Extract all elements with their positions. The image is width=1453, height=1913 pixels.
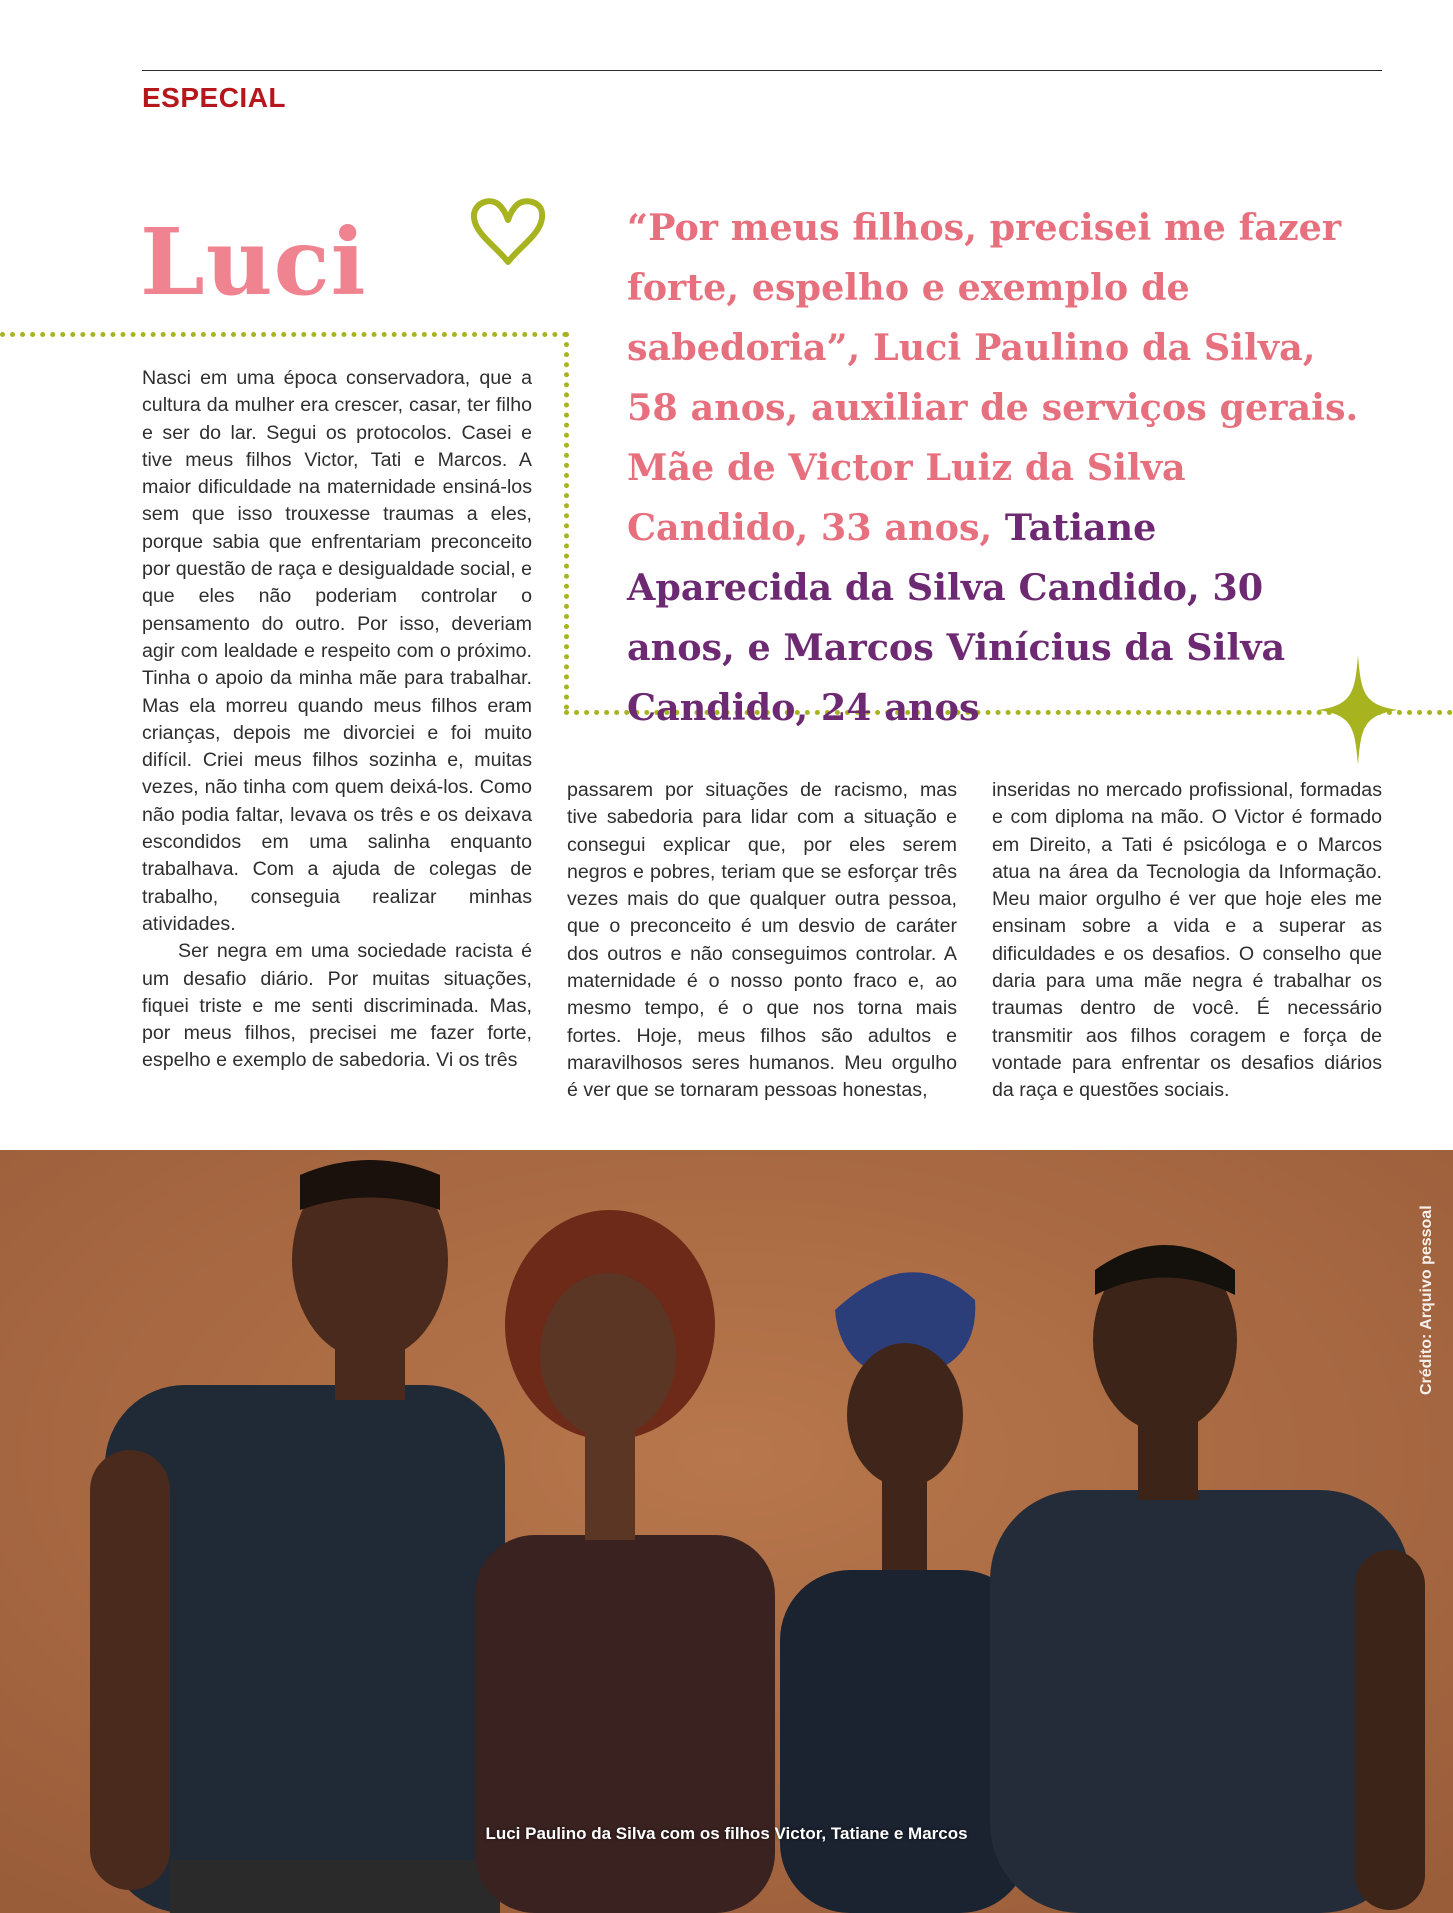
paragraph: inseridas no mercado profissional, formadas e com diploma na mão. O Victor é formado em Direito, a Tati é psicóloga e o Marcos atua na área da Tecnologia da Informação. Meu maior orgulho é ver que hoje eles me ensinam sobre a vida e a superar as dificuldades e os desafios. O conselho que daria para uma mãe negra é trabalhar os traumas dentro de você. É necessário transmitir aos filhos coragem e força de vontade para enfrentar os desafios diários da raça e questões sociais. (992, 779, 1382, 1102)
family-photo-illustration (0, 1150, 1453, 1913)
paragraph: passarem por situações de racismo, mas tive sabedoria para lidar com a situação e consegui explicar que, por eles serem negros e pobres, teriam que se esforçar três vezes mais do que qualquer outra pessoa, que o preconceito é um desvio de caráter dos outros e não conseguimos controlar. A maternidade é o nosso ponto fraco e, ao mesmo tempo, é o que nos torna mais fortes. Hoje, meus filhos são adultos e maravilhosos seres humanos. Meu orgulho é ver que se tornaram pessoas honestas, (567, 779, 957, 1102)
article-column-2 (567, 777, 957, 1105)
pull-quote (627, 198, 1362, 738)
paragraph: Nasci em uma época conservadora, que a cultura da mulher era crescer, casar, ter filho e ser do lar. Segui os protocolos. Casei e tive meus filhos Victor, Tati e Marcos. A maior dificuldade na maternidade ensiná-los sem que isso trouxesse traumas a eles, porque sabia que enfrentariam preconceito por questão de raça e desigualdade social, e que eles não poderiam controlar o pensamento do outro. Por isso, deveriam agir com lealdade e respeito com o próximo. Tinha o apoio da minha mãe para trabalhar. Mas ela morreu quando meus filhos eram crianças, depois me divorciei e foi muito difícil. Criei meus filhos sozinha e, muitas vezes, não tinha com quem deixá-los. Como não podia faltar, levava os três e os deixava escondidos em uma salinha enquanto trabalhava. Com a ajuda de colegas de trabalho, conseguia realizar minhas atividades. (142, 367, 532, 935)
paragraph: Ser negra em uma sociedade racista é um desafio diário. Por muitas situações, fiquei triste e me senti discriminada. Mas, por meus filhos, precisei me fazer forte, espelho e exemplo de sabedoria. Vi os três (142, 940, 532, 1072)
pull-quote-purple: Tatiane Aparecida da Silva Candido, 30 anos, e Marcos Vinícius da Silva Candido, 24 anos (627, 506, 1286, 729)
page-title: Luci (140, 208, 367, 316)
photo-caption: Luci Paulino da Silva com os filhos Victor, Tatiane e Marcos (485, 1824, 968, 1843)
section-label: ESPECIAL (142, 82, 287, 113)
pull-quote-pink: “Por meus filhos, precisei me fazer forte, espelho e exemplo de sabedoria”, Luci Paulino da Silva, 58 anos, auxiliar de serviços gerais. Mãe de Victor Luiz da Silva Candido, 33 anos, (627, 206, 1359, 549)
photo-credit: Crédito: Arquivo pessoal (1418, 1205, 1435, 1395)
heart-icon (466, 196, 550, 268)
dotted-divider (0, 332, 568, 337)
article-column-3 (992, 777, 1382, 1105)
top-rule (142, 70, 1382, 71)
dotted-divider (564, 332, 569, 710)
family-photo (0, 1150, 1453, 1913)
article-column-1 (142, 365, 532, 1075)
